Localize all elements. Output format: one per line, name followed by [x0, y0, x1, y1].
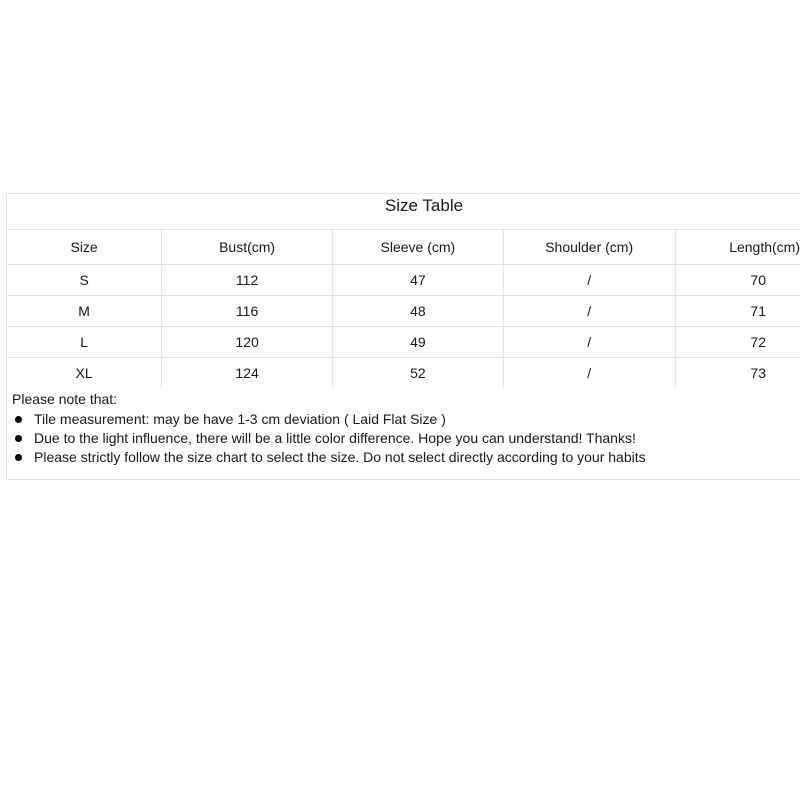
table-row: [7, 296, 800, 327]
table-row: [7, 265, 800, 296]
cell-length: 73: [750, 365, 766, 381]
cell-bust: 124: [162, 358, 333, 389]
size-table-title-text: Size Table: [384, 196, 464, 215]
notes-heading: Please note that:: [12, 391, 118, 407]
header-length: Length(cm): [675, 230, 800, 265]
list-item: [12, 448, 646, 467]
table-row: [7, 327, 800, 358]
cell-length: 72: [675, 327, 800, 358]
cell-bust: 112: [162, 265, 333, 296]
cell-size: XL: [7, 358, 162, 389]
cell-length: 71: [675, 296, 800, 327]
cell-bust: 116: [162, 296, 333, 327]
cell-bust: 120: [162, 327, 333, 358]
cell-size: M: [7, 296, 162, 327]
cell-sleeve: 48: [332, 296, 503, 327]
size-table-title: [7, 194, 800, 230]
table-header-row: [7, 230, 800, 265]
size-notes: [12, 389, 646, 467]
size-table-sheet: [6, 193, 800, 480]
table-row: [7, 358, 800, 389]
cell-shoulder: /: [503, 265, 675, 296]
cell-length: 70: [675, 265, 800, 296]
cell-sleeve: 47: [332, 265, 503, 296]
bullet-icon: [15, 416, 22, 423]
cell-size: L: [7, 327, 162, 358]
header-sleeve: Sleeve (cm): [332, 230, 503, 265]
bullet-icon: [15, 454, 22, 461]
list-item: [12, 410, 646, 429]
cell-shoulder: /: [503, 358, 675, 389]
note-text: Due to the light influence, there will be a little color difference. Hope you can understand! Thanks!: [34, 430, 636, 446]
header-bust: Bust(cm): [162, 230, 333, 265]
notes-list: [12, 410, 646, 467]
cell-shoulder: /: [503, 296, 675, 327]
cell-size: S: [7, 265, 162, 296]
cell-shoulder: /: [503, 327, 675, 358]
cell-sleeve: 52: [332, 358, 503, 389]
note-text: Please strictly follow the size chart to select the size. Do not select directly according to your habits: [34, 449, 646, 465]
note-text: Tile measurement: may be have 1-3 cm deviation ( Laid Flat Size ): [34, 411, 446, 427]
list-item: [12, 429, 646, 448]
size-table: [7, 230, 800, 388]
cell-sleeve: 49: [332, 327, 503, 358]
header-shoulder: Shoulder (cm): [503, 230, 675, 265]
bullet-icon: [15, 435, 22, 442]
header-size: Size: [7, 230, 162, 265]
